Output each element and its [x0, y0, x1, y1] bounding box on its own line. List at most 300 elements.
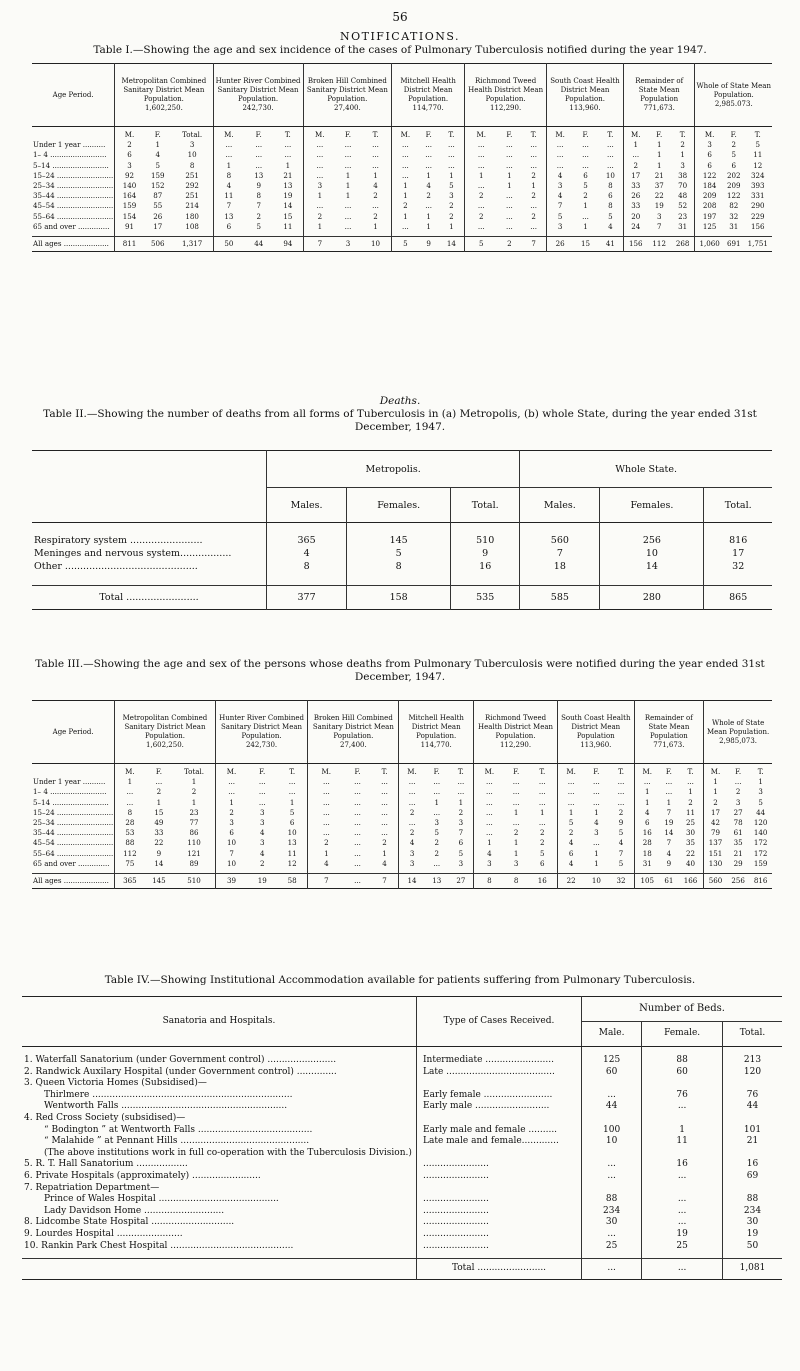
table-row: [32, 849, 772, 859]
male-beds: [582, 1183, 642, 1195]
cell: ...: [447, 150, 455, 160]
cell: 13: [283, 181, 293, 191]
cell: 112: [115, 849, 145, 859]
district-name: Metropolitan Combined Sanitary District Mean Population.: [122, 714, 208, 740]
cell: 197: [695, 212, 724, 222]
total-cell: 9: [426, 239, 431, 249]
total-beds-all: 1,081: [722, 1259, 782, 1280]
total-row: [32, 874, 772, 889]
cell: 14: [664, 828, 674, 838]
sex-header: F.: [730, 130, 737, 139]
cell: 15: [283, 211, 293, 221]
cell: ...: [288, 787, 296, 797]
cell: 16: [451, 560, 520, 573]
cell: 4: [155, 150, 161, 160]
table-row: [22, 1183, 782, 1195]
cell: 1: [426, 211, 431, 221]
total-beds: 234: [722, 1206, 782, 1218]
age-label: 5–14 .........................: [33, 160, 109, 170]
total-cell: 7: [303, 237, 336, 252]
cell: 28: [634, 838, 660, 848]
table-row: [22, 1241, 782, 1253]
female-beds: ...: [642, 1206, 723, 1218]
cell: 33: [623, 181, 647, 191]
sex-header: F.: [656, 130, 663, 139]
cell: 11: [753, 150, 763, 160]
district-population: 113,960.: [580, 741, 612, 749]
total-cell: 7: [531, 239, 536, 249]
cell: ...: [308, 808, 344, 818]
cell: ...: [512, 818, 520, 828]
blank-cell: [32, 764, 115, 778]
cell: 6: [289, 818, 295, 828]
case-type: .......................: [417, 1241, 582, 1253]
cell: ...: [606, 150, 614, 160]
total-cell: 39: [215, 874, 247, 889]
cell: 13: [287, 838, 297, 848]
cell: 21: [283, 170, 293, 180]
total-beds: 213: [722, 1047, 782, 1067]
cell: 172: [753, 848, 768, 858]
cell: 2: [531, 170, 536, 180]
total-cell: 585: [520, 586, 600, 610]
cell: 15: [154, 807, 164, 817]
institution-name: “ Bodington ” at Wentworth Falls ........................................: [44, 1124, 313, 1135]
cell: 331: [751, 191, 765, 201]
cell: 1: [382, 848, 387, 858]
cell: 21: [654, 170, 664, 180]
cell: 159: [753, 858, 768, 868]
age-label: 35–44 .........................: [33, 828, 114, 838]
male-beds: 30: [582, 1217, 642, 1229]
cell: 7: [215, 849, 247, 859]
district-population: 1,602,250.: [144, 104, 183, 112]
institution-name: 9. Lourdes Hospital .......................: [24, 1228, 183, 1239]
cell: 4: [558, 838, 585, 848]
cell: 3: [758, 787, 763, 797]
cell: 5: [434, 828, 439, 838]
case-type: .......................: [417, 1217, 582, 1229]
cell: 78: [733, 818, 743, 828]
total-cell: 10: [371, 239, 381, 249]
cell: 4: [547, 191, 574, 201]
cell: 154: [115, 212, 144, 222]
cell: ...: [392, 222, 419, 232]
cell: ...: [505, 191, 513, 201]
total-cell: 8: [474, 874, 505, 889]
blank-header: [32, 451, 267, 523]
sex-header: M.: [623, 127, 647, 141]
cell: 1: [303, 222, 336, 232]
cell: 1: [285, 160, 291, 170]
total-cell: 1,060: [695, 237, 724, 252]
cell: ...: [505, 140, 513, 150]
cell: 151: [704, 849, 727, 859]
cell: 22: [154, 838, 164, 848]
cell: 3: [259, 838, 265, 848]
case-type: Late ......................................: [417, 1067, 582, 1079]
cell: 14: [154, 858, 164, 868]
cell: 1: [704, 777, 727, 787]
cell: 3: [547, 222, 574, 232]
total-cell: 61: [664, 876, 674, 886]
district-header: [558, 701, 635, 764]
cell: ...: [465, 201, 498, 211]
table1-caption: Table I.—Showing the age and sex incidence of the cases of Pulmonary Tuberculosis notified during the year 1947.: [93, 44, 707, 56]
cell: 4: [558, 859, 585, 869]
cell: 3: [434, 818, 439, 828]
cell: 137: [704, 838, 727, 848]
cell: ...: [617, 797, 625, 807]
cell: ...: [474, 777, 505, 787]
sex-header: F.: [593, 767, 600, 776]
cell: 1: [704, 787, 727, 797]
total-cell: 26: [547, 237, 574, 252]
age-label: 1– 4 .........................: [33, 150, 107, 160]
whole-state-header: Whole State.: [520, 451, 772, 488]
cell: 17: [623, 171, 647, 181]
cell: 1: [392, 181, 419, 191]
cell: 16: [634, 828, 660, 838]
sex-header: F.: [582, 130, 589, 139]
total-cell: 10: [591, 876, 601, 886]
cell: ...: [582, 160, 589, 170]
cell: ...: [392, 140, 419, 150]
cell: 8: [608, 201, 613, 211]
cell: 4: [399, 838, 425, 848]
cell: ...: [433, 807, 441, 817]
cell: ...: [308, 818, 344, 828]
cell: ...: [308, 777, 344, 787]
sex-header: F.: [154, 130, 161, 139]
cell: 2: [373, 211, 378, 221]
total-beds: 44: [722, 1101, 782, 1113]
cell: ...: [433, 777, 441, 787]
cell: 1: [434, 797, 439, 807]
row-label: Meninges and nervous system.................: [34, 548, 232, 559]
table-row: [22, 1206, 782, 1218]
cell: ...: [665, 787, 673, 797]
metropolis-header: Metropolis.: [267, 451, 520, 488]
total-beds: 120: [722, 1067, 782, 1079]
cell: 5: [289, 807, 295, 817]
cell: 5: [618, 858, 624, 868]
column-header: Total.: [451, 488, 520, 523]
district-header: [215, 701, 308, 764]
case-type: .......................: [417, 1194, 582, 1206]
table-row: [32, 787, 772, 797]
cell: 4: [594, 818, 599, 828]
cell: 8: [256, 191, 261, 201]
table-row: [22, 1101, 782, 1113]
total-male: ...: [582, 1259, 642, 1280]
blank-cell: [32, 127, 115, 141]
cell: ...: [381, 818, 388, 828]
header-row: [32, 701, 772, 764]
table-row: [32, 547, 772, 560]
district-header: [399, 701, 474, 764]
cell: ...: [255, 160, 263, 170]
cell: 7: [213, 201, 244, 211]
total-cell: 691: [726, 239, 741, 249]
cell: ...: [215, 787, 247, 797]
cell: ...: [344, 160, 352, 170]
district-header: [704, 701, 772, 764]
age-label: 25–34 .........................: [33, 181, 114, 191]
sex-header: M.: [308, 764, 344, 778]
total-header: Total.: [722, 1022, 782, 1047]
cell: ...: [303, 150, 336, 160]
cell: 2: [382, 838, 387, 848]
cell: 11: [283, 221, 293, 231]
cell: 3: [115, 161, 144, 171]
female-beds: 76: [642, 1090, 723, 1102]
case-type: [417, 1113, 582, 1125]
cell: 1: [465, 171, 498, 181]
cell: 4: [213, 181, 244, 191]
cell: 5: [155, 160, 161, 170]
cell: 1: [289, 797, 295, 807]
female-beds: 25: [642, 1241, 723, 1253]
cell: 88: [115, 838, 145, 848]
cell: 184: [695, 181, 724, 191]
cell: 6: [608, 191, 613, 201]
cell: ...: [538, 797, 546, 807]
sex-header: Total.: [183, 767, 205, 776]
cell: 23: [189, 807, 199, 817]
table-row: [22, 1136, 782, 1148]
cell: 1: [191, 797, 197, 807]
cell: 52: [678, 201, 688, 211]
cell: 1: [474, 838, 505, 848]
cell: ...: [530, 221, 538, 231]
cell: 3: [547, 181, 574, 191]
cell: 17: [153, 221, 163, 231]
cell: 35: [733, 838, 743, 848]
case-type: [417, 1078, 582, 1090]
cell: 4: [373, 181, 378, 191]
institution-name: Wentworth Falls ..........................................................: [44, 1101, 288, 1112]
cell: 1: [458, 797, 464, 807]
cell: ...: [303, 140, 336, 150]
cell: 2: [191, 787, 197, 797]
cell: 145: [347, 523, 451, 548]
total-cell: 1,751: [747, 239, 768, 249]
cell: ...: [538, 777, 546, 787]
cell: 3: [594, 828, 599, 838]
cell: ...: [381, 807, 388, 817]
total-row: [22, 1259, 782, 1280]
cell: 130: [704, 859, 727, 869]
cell: 2: [308, 838, 344, 848]
total-label: All ages ....................: [33, 876, 109, 886]
district-name: Broken Hill Combined Sanitary District Mean Population.: [312, 714, 394, 740]
district-header: [547, 64, 624, 127]
table-row: [22, 1113, 782, 1125]
total-beds: 69: [722, 1171, 782, 1183]
cell: ...: [433, 858, 441, 868]
cell: ...: [505, 201, 513, 211]
cell: 2: [583, 191, 588, 201]
cell: 1: [656, 160, 662, 170]
cell: 1: [155, 140, 161, 150]
cell: ...: [303, 171, 336, 181]
cell: 1: [680, 150, 685, 160]
age-label: Under 1 year ..........: [33, 140, 106, 150]
total-cell: ...: [354, 876, 361, 886]
cell: ...: [354, 797, 361, 807]
cell: ...: [665, 777, 673, 787]
cell: 2: [259, 858, 265, 868]
table-row: [32, 222, 772, 232]
sex-header: F.: [425, 130, 432, 139]
case-type: Early male and female ..........: [417, 1125, 582, 1137]
table-row: [22, 1159, 782, 1171]
cell: 122: [695, 171, 724, 181]
cell: 7: [618, 848, 624, 858]
institution-name: 8. Lidcombe State Hospital .............................: [24, 1217, 235, 1228]
cell: ...: [344, 221, 352, 231]
cell: 2: [623, 161, 647, 171]
cell: 31: [678, 221, 688, 231]
cell: ...: [474, 787, 505, 797]
cell: ...: [734, 777, 742, 787]
total-beds: 16: [722, 1159, 782, 1171]
cell: 53: [115, 828, 145, 838]
cell: 2: [680, 140, 685, 150]
cell: ...: [465, 150, 498, 160]
case-type: .......................: [417, 1229, 582, 1241]
cell: ...: [258, 797, 266, 807]
institution-name: 2. Randwick Auxilary Hospital (under Government control) ..............: [24, 1066, 337, 1077]
district-population: 112,290.: [490, 104, 522, 112]
cell: 156: [751, 221, 765, 231]
cell: 1: [345, 170, 351, 180]
sex-header: T.: [284, 130, 291, 139]
cell: ...: [582, 140, 589, 150]
cell: ...: [399, 818, 425, 828]
cell: 4: [547, 171, 574, 181]
sex-header: F.: [735, 767, 742, 776]
female-beds: [642, 1183, 723, 1195]
total-beds: 76: [722, 1090, 782, 1102]
total-cell: 510: [187, 876, 201, 886]
total-cell: 816: [753, 876, 768, 886]
cell: ...: [425, 160, 433, 170]
cell: 44: [756, 807, 766, 817]
total-beds: 19: [722, 1229, 782, 1241]
total-cell: 365: [115, 874, 145, 889]
cell: 4: [474, 849, 505, 859]
cell: 91: [115, 222, 144, 232]
cell: ...: [372, 201, 379, 211]
cell: 6: [731, 160, 736, 170]
cell: 1: [392, 212, 419, 222]
total-cell: 7: [308, 874, 344, 889]
sex-header: T.: [289, 767, 296, 776]
cell: 2: [531, 191, 536, 201]
cell: 77: [189, 818, 199, 828]
cell: 31: [634, 859, 660, 869]
case-type: Early female ........................: [417, 1090, 582, 1102]
column-header: Females.: [600, 488, 704, 523]
table-row: [22, 1217, 782, 1229]
cell: 10: [287, 828, 297, 838]
cell: ...: [606, 160, 614, 170]
district-header: [308, 701, 399, 764]
sex-header: T.: [530, 130, 537, 139]
cell: 2: [115, 140, 144, 150]
female-beds: ...: [642, 1194, 723, 1206]
male-beds: 234: [582, 1206, 642, 1218]
cell: ...: [308, 787, 344, 797]
age-label: 5–14 .........................: [33, 797, 109, 807]
cell: 1: [634, 787, 660, 797]
cell: 5: [347, 547, 451, 560]
total-cell: 3: [345, 239, 351, 249]
cell: 1: [540, 807, 545, 817]
case-type: .......................: [417, 1206, 582, 1218]
table-row: [32, 859, 772, 869]
district-header: [115, 64, 213, 127]
cell: 70: [678, 181, 688, 191]
male-beds: ...: [582, 1090, 642, 1102]
cell: 18: [634, 849, 660, 859]
cell: 125: [695, 222, 724, 232]
cell: ...: [399, 777, 425, 787]
age-label: 45–54 .........................: [33, 201, 114, 211]
cell: ...: [372, 160, 379, 170]
cell: 2: [458, 807, 464, 817]
cell: ...: [592, 797, 600, 807]
cell: ...: [392, 171, 419, 181]
case-type: .......................: [417, 1171, 582, 1183]
cell: 49: [154, 818, 164, 828]
total-cell: 7: [382, 876, 387, 886]
cell: 110: [187, 838, 201, 848]
cell: 2: [156, 787, 162, 797]
cell: 4: [259, 848, 265, 858]
female-beds: 60: [642, 1067, 723, 1079]
cell: 2: [540, 838, 545, 848]
district-population: 114,770.: [412, 104, 444, 112]
age-label: 45–54 .........................: [33, 838, 114, 848]
cell: ...: [617, 777, 625, 787]
district-name: South Coast Health District Mean Population: [561, 714, 631, 740]
sex-header: M.: [474, 764, 505, 778]
type-header: Type of Cases Received.: [417, 997, 582, 1047]
total-cell: 156: [623, 237, 647, 252]
cell: 3: [458, 858, 464, 868]
sex-header: Total.: [182, 130, 203, 139]
sex-header: T.: [757, 767, 764, 776]
cell: 7: [666, 807, 672, 817]
cell: 1: [308, 849, 344, 859]
district-population: 2,985.073.: [714, 99, 753, 108]
sex-header: T.: [372, 130, 379, 139]
cell: 209: [726, 181, 741, 191]
male-beds: ...: [582, 1229, 642, 1241]
cell: 172: [753, 838, 768, 848]
age-label: 65 and over ..............: [33, 858, 110, 868]
cell: 4: [608, 221, 613, 231]
cell: ...: [547, 161, 574, 171]
sex-header: M.: [634, 764, 660, 778]
section-title: NOTIFICATIONS.: [339, 30, 461, 43]
sex-header: M.: [213, 127, 244, 141]
table3-caption: Table III.—Showing the age and sex of the persons whose deaths from Pulmonary Tuberculosis were notified during the year ended 31st December, 1947.: [35, 658, 765, 683]
cell: 5: [558, 818, 585, 828]
